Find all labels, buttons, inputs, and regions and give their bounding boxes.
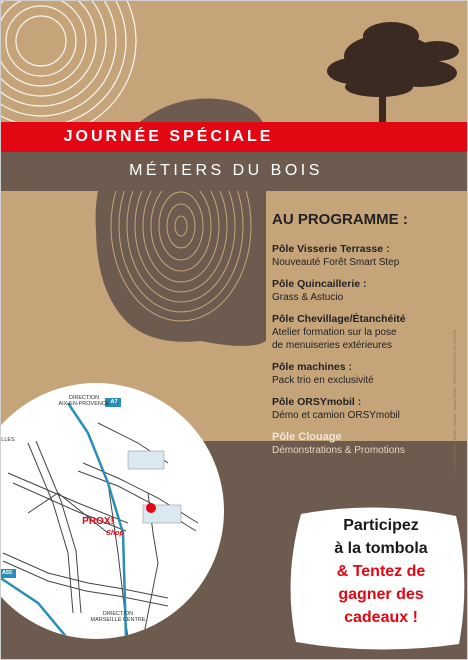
title-metiers-du-bois: MÉTIERS DU BOIS (129, 162, 323, 179)
programme-item-heading: Pôle Quincaillerie : (272, 278, 367, 290)
programme-item (272, 278, 442, 304)
tombola-line-5: cadeaux ! (344, 609, 418, 626)
programme-item (272, 396, 442, 422)
programme-item-text: Pack trio en exclusivité (272, 375, 374, 386)
programme-item-heading: Pôle Chevillage/Étanchéité (272, 313, 406, 325)
proxi-shop-logo: PROX! (82, 516, 114, 527)
access-map (0, 383, 224, 639)
tombola-line-2: à la tombola (334, 540, 428, 557)
map-roads (0, 383, 224, 639)
map-label-a7: A7 (110, 399, 118, 405)
programme-item (272, 431, 442, 457)
credits-vertical-text: © Würth France · Photo : Fotolia · Studio Würth · REPRODUCTION INTERDITE (452, 329, 457, 474)
proxi-shop-logo-sub: Shop (106, 530, 124, 537)
programme-item (272, 313, 442, 352)
programme-item-text: Atelier formation sur la pose (272, 327, 397, 338)
map-label-lles: LLES (1, 437, 15, 443)
programme-item-text: Grass & Astucio (272, 292, 344, 303)
programme-title: AU PROGRAMME : (272, 211, 408, 228)
programme-section (272, 211, 442, 466)
programme-item-heading: Pôle Visserie Terrasse : (272, 243, 390, 255)
map-label-a55: A55 (1, 570, 13, 576)
programme-item (272, 361, 442, 387)
tombola-line-4: gagner des (338, 586, 424, 603)
tombola-line-3: & Tentez de (336, 563, 426, 580)
programme-item-text: Démonstrations & Promotions (272, 445, 405, 456)
programme-item (272, 243, 442, 269)
programme-item-heading: Pôle Clouage (272, 431, 342, 443)
tombola-callout (311, 514, 451, 629)
programme-item-heading: Pôle machines : (272, 361, 352, 373)
title-journee-speciale: JOURNÉE SPÉCIALE (63, 128, 274, 145)
programme-item-text-2: de menuiseries extérieures (272, 340, 393, 351)
programme-item-heading: Pôle ORSYmobil : (272, 396, 362, 408)
map-label-marseille: DIRECTION MARSEILLE CENTRE (90, 611, 146, 623)
map-label-aix: DIRECTION AIX-EN-PROVENCE (58, 395, 110, 407)
programme-item-text: Démo et camion ORSYmobil (272, 410, 400, 421)
tombola-line-1: Participez (343, 517, 419, 534)
tree-illustration (319, 1, 467, 122)
programme-item-text: Nouveauté Forêt Smart Step (272, 257, 400, 268)
